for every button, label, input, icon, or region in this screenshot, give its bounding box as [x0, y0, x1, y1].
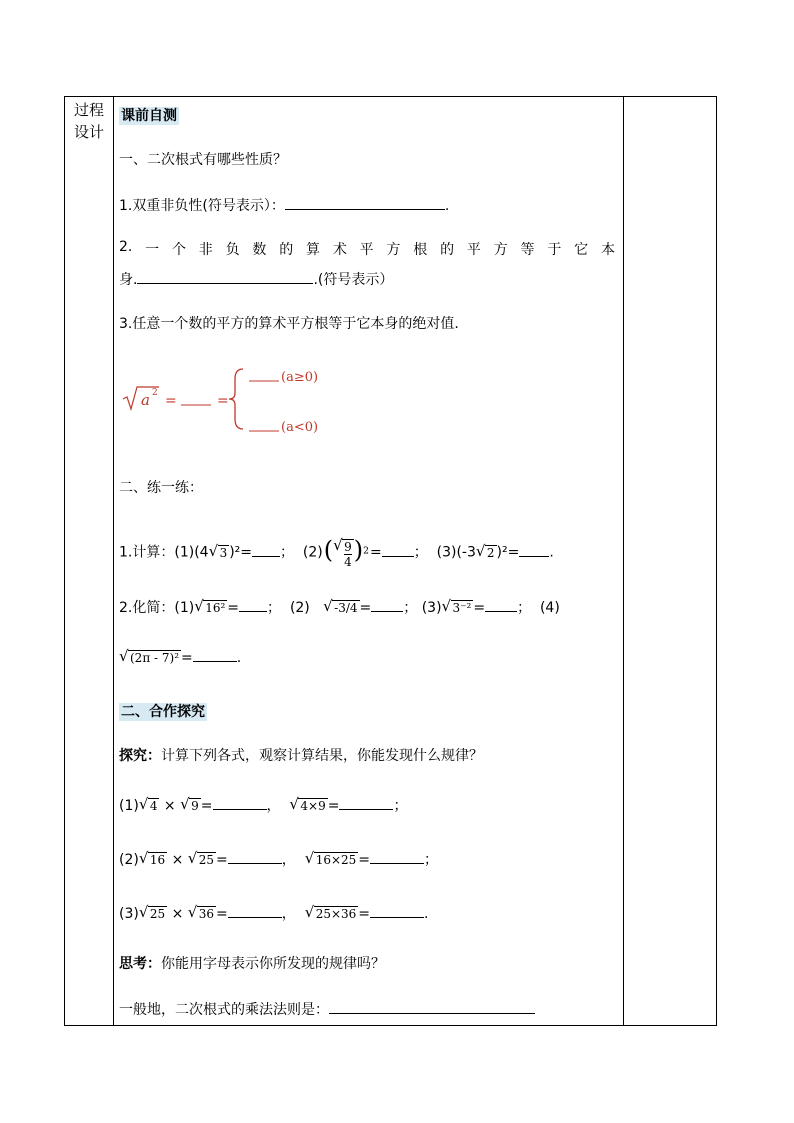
calc-row: 1.计算：(1)(4 √ 3 )²= ； (2)( √ $\frac{9}{4}$ )$^2$= ； (3)(-3 √ 2 )²= . — [119, 536, 554, 569]
case-nonneg: (a≥0) — [281, 370, 319, 385]
answer-blank[interactable] — [252, 544, 280, 557]
content-cell — [113, 97, 623, 1025]
answer-blank[interactable] — [137, 271, 313, 284]
svg-text:=: = — [217, 393, 229, 409]
p2-char: 2. — [119, 239, 133, 255]
p2-char: 术 — [332, 242, 347, 258]
answer-blank[interactable] — [285, 197, 445, 210]
answer-blank[interactable] — [370, 905, 424, 918]
explore-1: (1) √ 4 × √ 9 = ， √ 4×9 = ； — [119, 795, 408, 814]
explore-2: (2) √ 16 × √ 25 = ， √ 16×25 = ； — [119, 849, 439, 868]
answer-blank[interactable] — [371, 599, 403, 612]
property-1: 1.双重非负性(符号表示）： . — [119, 198, 450, 214]
property-2-line1 — [119, 239, 615, 259]
answer-blank[interactable] — [339, 797, 393, 810]
svg-text:2: 2 — [152, 388, 158, 398]
p2-char: 数 — [252, 242, 267, 258]
general-rule-line: 一般地，二次根式的乘法法则是： — [119, 999, 535, 1019]
simplify-row-2: √ (2π - 7)² = . — [119, 647, 242, 666]
answer-blank[interactable] — [329, 1001, 535, 1014]
coop-heading: 二、合作探究 — [121, 704, 205, 720]
answer-blank[interactable] — [485, 599, 517, 612]
case-neg: (a<0) — [281, 420, 319, 435]
process-design-label: 过程设计 — [73, 101, 104, 141]
p2-char: 根 — [413, 242, 428, 258]
answer-blank[interactable] — [228, 851, 282, 864]
p2-char: 一 — [145, 242, 160, 258]
answer-blank[interactable] — [228, 905, 282, 918]
answer-blank[interactable] — [239, 599, 267, 612]
formula-graphic — [119, 359, 359, 439]
p2-char: 本 — [600, 242, 615, 258]
p2-char: 平 — [466, 242, 481, 258]
p2-char: 方 — [386, 242, 401, 258]
answer-blank[interactable] — [370, 851, 424, 864]
p2-char: 平 — [359, 242, 374, 258]
p2-char: 的 — [279, 242, 294, 258]
answer-blank[interactable] — [193, 649, 237, 662]
p2-char: 方 — [493, 242, 508, 258]
answer-blank[interactable] — [519, 544, 549, 557]
p2-char: 负 — [225, 242, 240, 258]
simplify-row: 2.化简：(1) √ 16² = ； (2) √ -3/4 = ； (3) √ 3⁻² = ； (4) — [119, 597, 560, 616]
svg-text:=: = — [165, 393, 177, 409]
p2-char: 于 — [547, 242, 562, 258]
explore-line: 探究：计算下列各式，观察计算结果，你能发现什么规律？ — [119, 748, 483, 764]
p2-char: 等 — [520, 242, 535, 258]
column-divider — [623, 97, 624, 1025]
p2-char: 的 — [440, 242, 455, 258]
property-2-line2: 身. .(符号表示） — [119, 272, 394, 288]
p2-char: 个 — [171, 242, 186, 258]
p2-char: 非 — [198, 242, 213, 258]
p2-char: 算 — [306, 242, 321, 258]
pretest-heading: 课前自测 — [121, 108, 177, 124]
think-line: 思考：你能用字母表示你所发现的规律吗？ — [119, 956, 385, 972]
radicand: a — [141, 391, 150, 409]
abs-formula — [119, 359, 359, 439]
answer-blank[interactable] — [213, 797, 267, 810]
answer-blank[interactable] — [382, 544, 414, 557]
p2-char: 它 — [574, 242, 589, 258]
lesson-table — [64, 96, 717, 1026]
explore-3: (3) √ 25 × √ 36 = ， √ 25×36 = . — [119, 903, 429, 922]
question-intro: 一、二次根式有哪些性质？ — [119, 152, 287, 168]
property-3: 3.任意一个数的平方的算术平方根等于它本身的绝对值. — [119, 316, 459, 332]
practice-heading: 二、练一练： — [119, 480, 203, 496]
